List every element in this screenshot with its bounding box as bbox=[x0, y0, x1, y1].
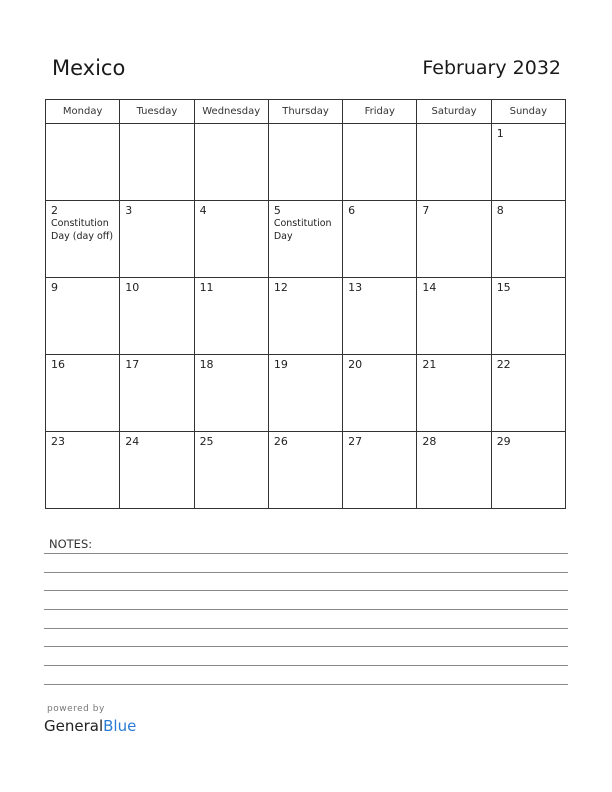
day-cell bbox=[343, 355, 417, 432]
day-number bbox=[417, 124, 490, 127]
day-number: 7 bbox=[422, 204, 430, 217]
notes-line bbox=[44, 609, 568, 610]
day-number: 18 bbox=[199, 358, 214, 371]
day-cell bbox=[46, 355, 120, 432]
weekday-header: Monday bbox=[46, 100, 120, 124]
day-cell bbox=[417, 201, 491, 278]
notes-line bbox=[44, 553, 568, 554]
day-cell bbox=[120, 278, 194, 355]
day-cell bbox=[46, 278, 120, 355]
country-title: Mexico bbox=[52, 56, 126, 80]
day-number: 20 bbox=[348, 358, 363, 371]
notes-line bbox=[44, 590, 568, 591]
day-cell bbox=[46, 201, 120, 278]
day-cell bbox=[491, 355, 565, 432]
day-cell bbox=[417, 432, 491, 509]
day-cell bbox=[194, 201, 268, 278]
day-number: 6 bbox=[348, 204, 356, 217]
day-number: 3 bbox=[125, 204, 133, 217]
day-cell bbox=[343, 278, 417, 355]
day-number: 11 bbox=[199, 281, 214, 294]
day-number: 5 bbox=[273, 204, 281, 217]
notes-line bbox=[44, 684, 568, 685]
holiday-label: Constitution Day bbox=[273, 218, 332, 242]
day-cell bbox=[120, 201, 194, 278]
day-cell bbox=[268, 201, 342, 278]
week-row bbox=[46, 278, 566, 355]
holiday-label: Constitution Day (day off) bbox=[51, 218, 114, 242]
day-cell bbox=[46, 432, 120, 509]
weekday-header-row bbox=[46, 100, 566, 124]
day-cell bbox=[343, 124, 417, 201]
day-number: 25 bbox=[199, 435, 214, 448]
weekday-header: Tuesday bbox=[120, 100, 194, 124]
week-row bbox=[46, 355, 566, 432]
day-number: 9 bbox=[51, 281, 58, 294]
day-number: 10 bbox=[125, 281, 140, 294]
month-title: February 2032 bbox=[422, 57, 561, 79]
day-number bbox=[195, 124, 268, 127]
notes-label: NOTES: bbox=[49, 537, 93, 551]
day-number: 1 bbox=[496, 127, 504, 140]
day-cell bbox=[268, 124, 342, 201]
day-number bbox=[269, 124, 342, 127]
weekday-header: Friday bbox=[343, 100, 417, 124]
day-cell bbox=[120, 432, 194, 509]
notes-line bbox=[44, 665, 568, 666]
generalblue-logo[interactable] bbox=[44, 717, 136, 735]
day-number: 13 bbox=[348, 281, 363, 294]
brand-general-text: General bbox=[44, 717, 104, 735]
notes-line bbox=[44, 646, 568, 647]
day-cell bbox=[268, 278, 342, 355]
calendar-grid bbox=[45, 99, 566, 509]
day-cell bbox=[268, 355, 342, 432]
day-number: 27 bbox=[348, 435, 363, 448]
brand-blue-text: Blue bbox=[103, 717, 137, 735]
notes-line bbox=[44, 572, 568, 573]
day-cell bbox=[491, 278, 565, 355]
weekday-header: Wednesday bbox=[194, 100, 268, 124]
weekday-header: Thursday bbox=[268, 100, 342, 124]
day-cell bbox=[491, 201, 565, 278]
day-number: 24 bbox=[125, 435, 140, 448]
day-number: 15 bbox=[496, 281, 511, 294]
day-number: 19 bbox=[273, 358, 288, 371]
day-number: 22 bbox=[496, 358, 511, 371]
day-number: 16 bbox=[51, 358, 65, 371]
week-row bbox=[46, 124, 566, 201]
day-cell bbox=[120, 124, 194, 201]
day-cell bbox=[194, 278, 268, 355]
day-number: 2 bbox=[51, 204, 58, 217]
day-cell bbox=[120, 355, 194, 432]
day-cell bbox=[46, 124, 120, 201]
day-cell bbox=[343, 201, 417, 278]
day-number: 23 bbox=[51, 435, 65, 448]
day-number: 26 bbox=[273, 435, 288, 448]
day-number: 8 bbox=[496, 204, 504, 217]
day-number: 12 bbox=[273, 281, 288, 294]
day-number bbox=[343, 124, 416, 127]
weekday-header: Sunday bbox=[491, 100, 565, 124]
day-cell bbox=[491, 432, 565, 509]
day-number bbox=[120, 124, 193, 127]
day-cell bbox=[491, 124, 565, 201]
day-cell bbox=[268, 432, 342, 509]
day-cell bbox=[343, 432, 417, 509]
notes-line bbox=[44, 628, 568, 629]
day-number: 17 bbox=[125, 358, 140, 371]
weekday-header: Saturday bbox=[417, 100, 491, 124]
day-cell bbox=[194, 432, 268, 509]
day-number bbox=[46, 124, 119, 127]
day-cell bbox=[194, 355, 268, 432]
day-number: 14 bbox=[422, 281, 437, 294]
powered-by-text: powered by bbox=[47, 704, 105, 714]
week-row bbox=[46, 201, 566, 278]
day-number: 28 bbox=[422, 435, 437, 448]
day-cell bbox=[417, 124, 491, 201]
day-number: 21 bbox=[422, 358, 437, 371]
day-number: 29 bbox=[496, 435, 511, 448]
day-cell bbox=[194, 124, 268, 201]
day-cell bbox=[417, 278, 491, 355]
day-number: 4 bbox=[199, 204, 207, 217]
day-cell bbox=[417, 355, 491, 432]
week-row bbox=[46, 432, 566, 509]
